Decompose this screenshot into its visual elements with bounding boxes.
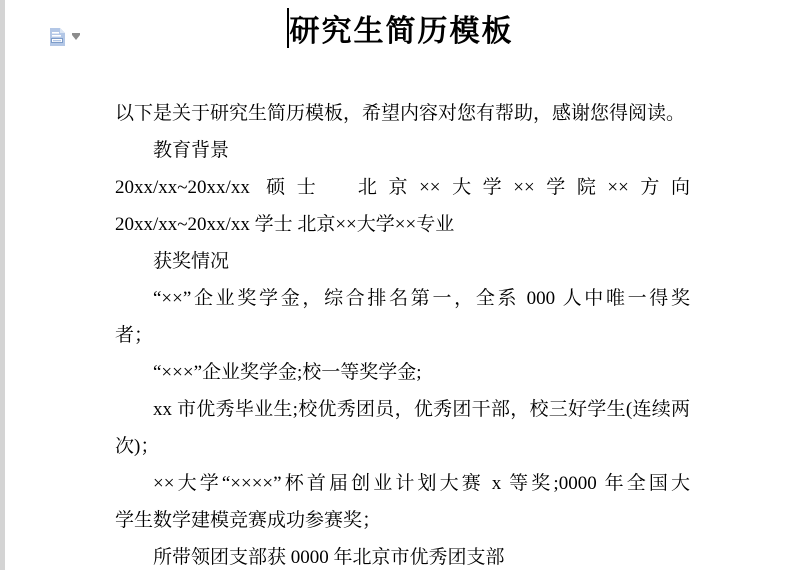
paste-options-smart-tag[interactable]	[49, 27, 83, 49]
doc-line[interactable]: xx 市优秀毕业生;校优秀团员，优秀团干部，校三好学生(连续两	[153, 399, 690, 420]
page-title[interactable]: 研究生简历模板	[289, 15, 514, 48]
doc-line[interactable]: ××大学“××××”杯首届创业计划大赛 x 等奖;0000 年全国大	[153, 473, 690, 494]
doc-line[interactable]: 20xx/xx~20xx/xx 硕士 北京××大学××学院××方向	[115, 177, 690, 198]
doc-line[interactable]: 20xx/xx~20xx/xx 学士 北京××大学××专业	[115, 214, 455, 235]
doc-line[interactable]: 教育背景	[153, 140, 230, 161]
doc-line[interactable]: 次)；	[115, 436, 160, 457]
paste-options-icon	[49, 27, 66, 47]
doc-line[interactable]: “×××”企业奖学金;校一等奖学金;	[153, 362, 422, 383]
doc-line[interactable]: 学生数学建模竞赛成功参赛奖；	[115, 510, 382, 531]
doc-line[interactable]: 以下是关于研究生简历模板，希望内容对您有帮助，感谢您得阅读。	[115, 103, 686, 124]
doc-line[interactable]: “××”企业奖学金，综合排名第一，全系 000 人中唯一得奖	[153, 288, 690, 309]
smart-tag-dropdown-icon[interactable]	[72, 35, 80, 40]
title-row[interactable]	[110, 6, 690, 50]
text-cursor	[287, 8, 289, 48]
doc-line[interactable]: 所带领团支部获 0000 年北京市优秀团支部	[153, 547, 505, 568]
document-body[interactable]	[115, 95, 690, 570]
doc-line[interactable]: 获奖情况	[153, 251, 230, 272]
doc-line[interactable]: 者；	[115, 325, 154, 346]
window-left-edge	[0, 0, 5, 570]
